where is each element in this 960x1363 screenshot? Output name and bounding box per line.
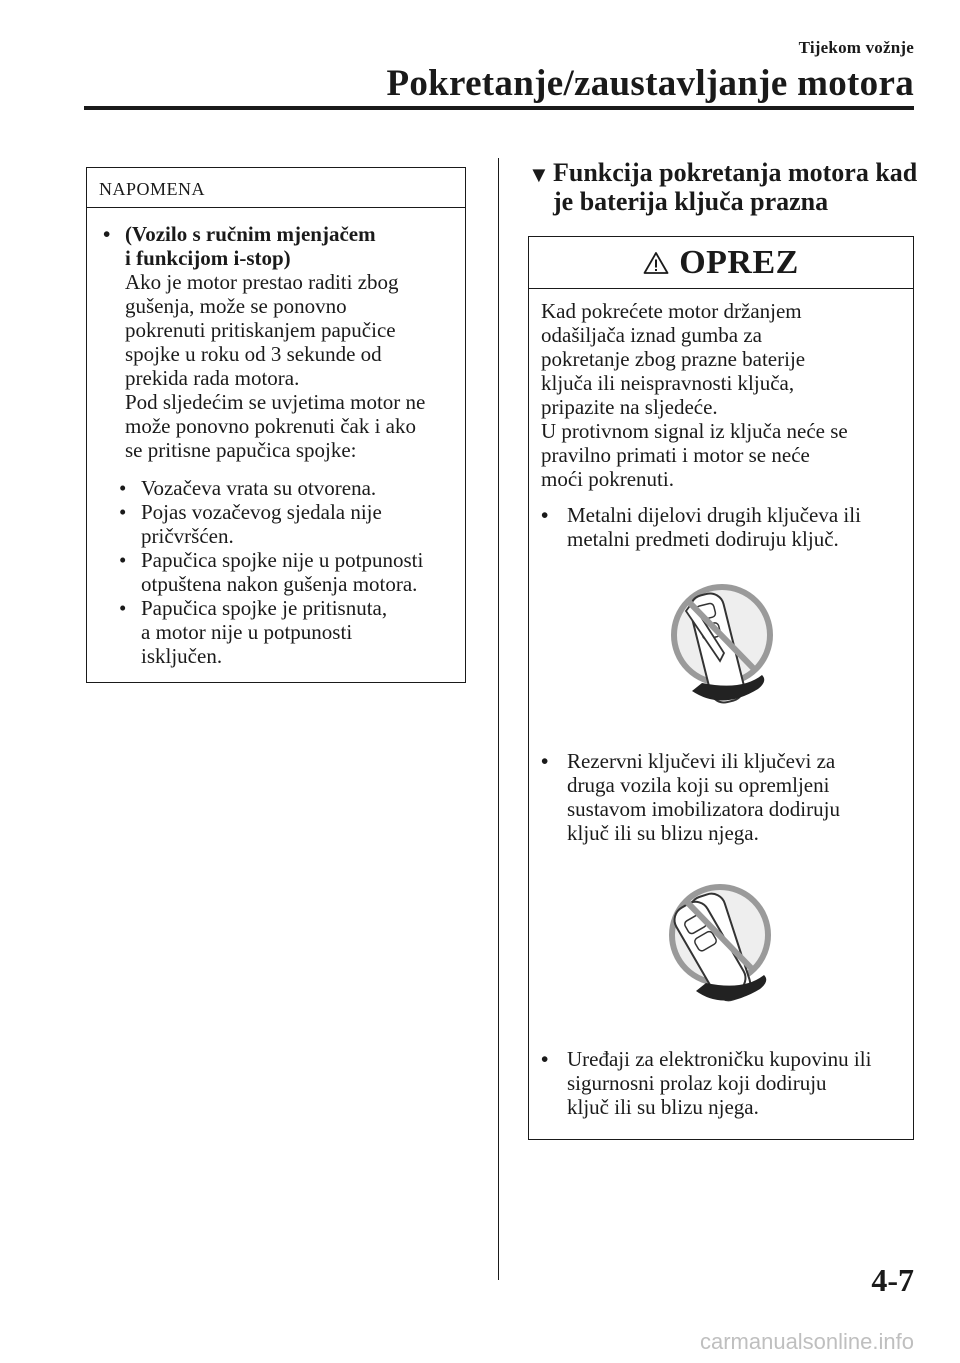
- list-item-text: sigurnosni prolaz koji dodiruju: [567, 1071, 827, 1095]
- note-line: pokrenuti pritiskanjem papučice: [125, 318, 396, 342]
- list-item-text: Vozačeva vrata su otvorena.: [141, 476, 377, 500]
- list-item-text: Papučica spojke je pritisnuta,: [141, 596, 388, 620]
- caution-line: pravilno primati i motor se neće: [541, 443, 810, 467]
- note-sub-list: [103, 476, 455, 668]
- list-item-text: sustavom imobilizatora dodiruju: [567, 797, 840, 821]
- bullet-icon: •: [541, 749, 549, 773]
- list-item-text: druga vozila koji su opremljeni: [567, 773, 830, 797]
- list-item-text: metalni predmeti dodiruju ključ.: [567, 527, 839, 551]
- list-item-text: Pojas vozačevog sjedala nije: [141, 500, 382, 524]
- note-heading: NAPOMENA: [87, 168, 465, 208]
- caution-line: ključa ili neispravnosti ključa,: [541, 371, 795, 395]
- list-item: [119, 500, 455, 548]
- list-item: [541, 503, 903, 551]
- caution-line: odašiljača iznad gumba za: [541, 323, 762, 347]
- page-title: Pokretanje/zaustavljanje motora: [386, 63, 914, 104]
- caution-line: Kad pokrećete motor držanjem: [541, 299, 802, 323]
- list-item: [541, 1047, 903, 1119]
- list-item-text: pričvršćen.: [141, 524, 234, 548]
- small-bullet-icon: •: [119, 500, 127, 524]
- watermark: carmanualsonline.info: [699, 1329, 914, 1354]
- note-bullet-title: i funkcijom i-stop): [125, 246, 291, 270]
- note-line: se pritisne papučica spojke:: [125, 438, 357, 462]
- list-item-text: ključ ili su blizu njega.: [567, 1095, 759, 1119]
- caution-body: [529, 289, 913, 1119]
- section-heading: [528, 158, 923, 216]
- list-item-text: Rezervni ključevi ili ključevi za: [567, 749, 836, 773]
- bullet-icon: •: [103, 222, 111, 246]
- header-section-label: Tijekom vožnje: [798, 38, 914, 57]
- list-item-text: otpuštena nakon gušenja motora.: [141, 572, 418, 596]
- note-line: prekida rada motora.: [125, 366, 300, 390]
- note-line: Pod sljedećim se uvjetima motor ne: [125, 390, 426, 414]
- list-item: [119, 476, 455, 500]
- header-rule: [84, 106, 914, 110]
- caution-line: pokretanje zbog prazne baterije: [541, 347, 806, 371]
- list-item-text: Metalni dijelovi drugih ključeva ili: [567, 503, 861, 527]
- page-number: 4-7: [871, 1262, 914, 1298]
- caution-heading: [529, 237, 913, 289]
- small-bullet-icon: •: [119, 548, 127, 572]
- caution-line: U protivnom signal iz ključa neće se: [541, 419, 848, 443]
- list-item: [119, 596, 455, 668]
- caution-line: moći pokrenuti.: [541, 467, 674, 491]
- section-heading-line: Funkcija pokretanja motora kad: [553, 158, 918, 187]
- note-line: može ponovno pokrenuti čak i ako: [125, 414, 417, 438]
- list-item-text: Papučica spojke nije u potpunosti: [141, 548, 424, 572]
- note-line: Ako je motor prestao raditi zbog: [125, 270, 399, 294]
- section-heading-line: je baterija ključa prazna: [553, 187, 829, 216]
- caution-heading-text: OPREZ: [679, 243, 799, 281]
- list-item-text: isključen.: [141, 644, 223, 668]
- small-bullet-icon: •: [119, 596, 127, 620]
- illustration-key-metal-contact: [541, 581, 903, 721]
- illustration-two-keys-contact: [541, 879, 903, 1019]
- note-bullet-title: (Vozilo s ručnim mjenjačem: [125, 222, 376, 246]
- note-box: [86, 167, 466, 683]
- column-divider: [498, 158, 499, 1280]
- note-line: gušenja, može se ponovno: [125, 294, 347, 318]
- note-bullet: [103, 222, 455, 462]
- note-body: [87, 208, 465, 668]
- caution-box: [528, 236, 914, 1140]
- list-item-text: ključ ili su blizu njega.: [567, 821, 759, 845]
- list-item-text: Uređaji za elektroničku kupovinu ili: [567, 1047, 872, 1071]
- list-item: [119, 548, 455, 596]
- bullet-icon: •: [541, 1047, 549, 1071]
- triangle-down-icon: ▼: [528, 162, 550, 187]
- list-item: [541, 749, 903, 845]
- key-fob-prohibited-icon: [662, 581, 782, 721]
- caution-line: pripazite na sljedeće.: [541, 395, 718, 419]
- list-item-text: a motor nije u potpunosti: [141, 620, 353, 644]
- bullet-icon: •: [541, 503, 549, 527]
- note-line: spojke u roku od 3 sekunde od: [125, 342, 382, 366]
- small-bullet-icon: •: [119, 476, 127, 500]
- warning-triangle-icon: [643, 251, 669, 275]
- two-key-fobs-prohibited-icon: [662, 879, 782, 1019]
